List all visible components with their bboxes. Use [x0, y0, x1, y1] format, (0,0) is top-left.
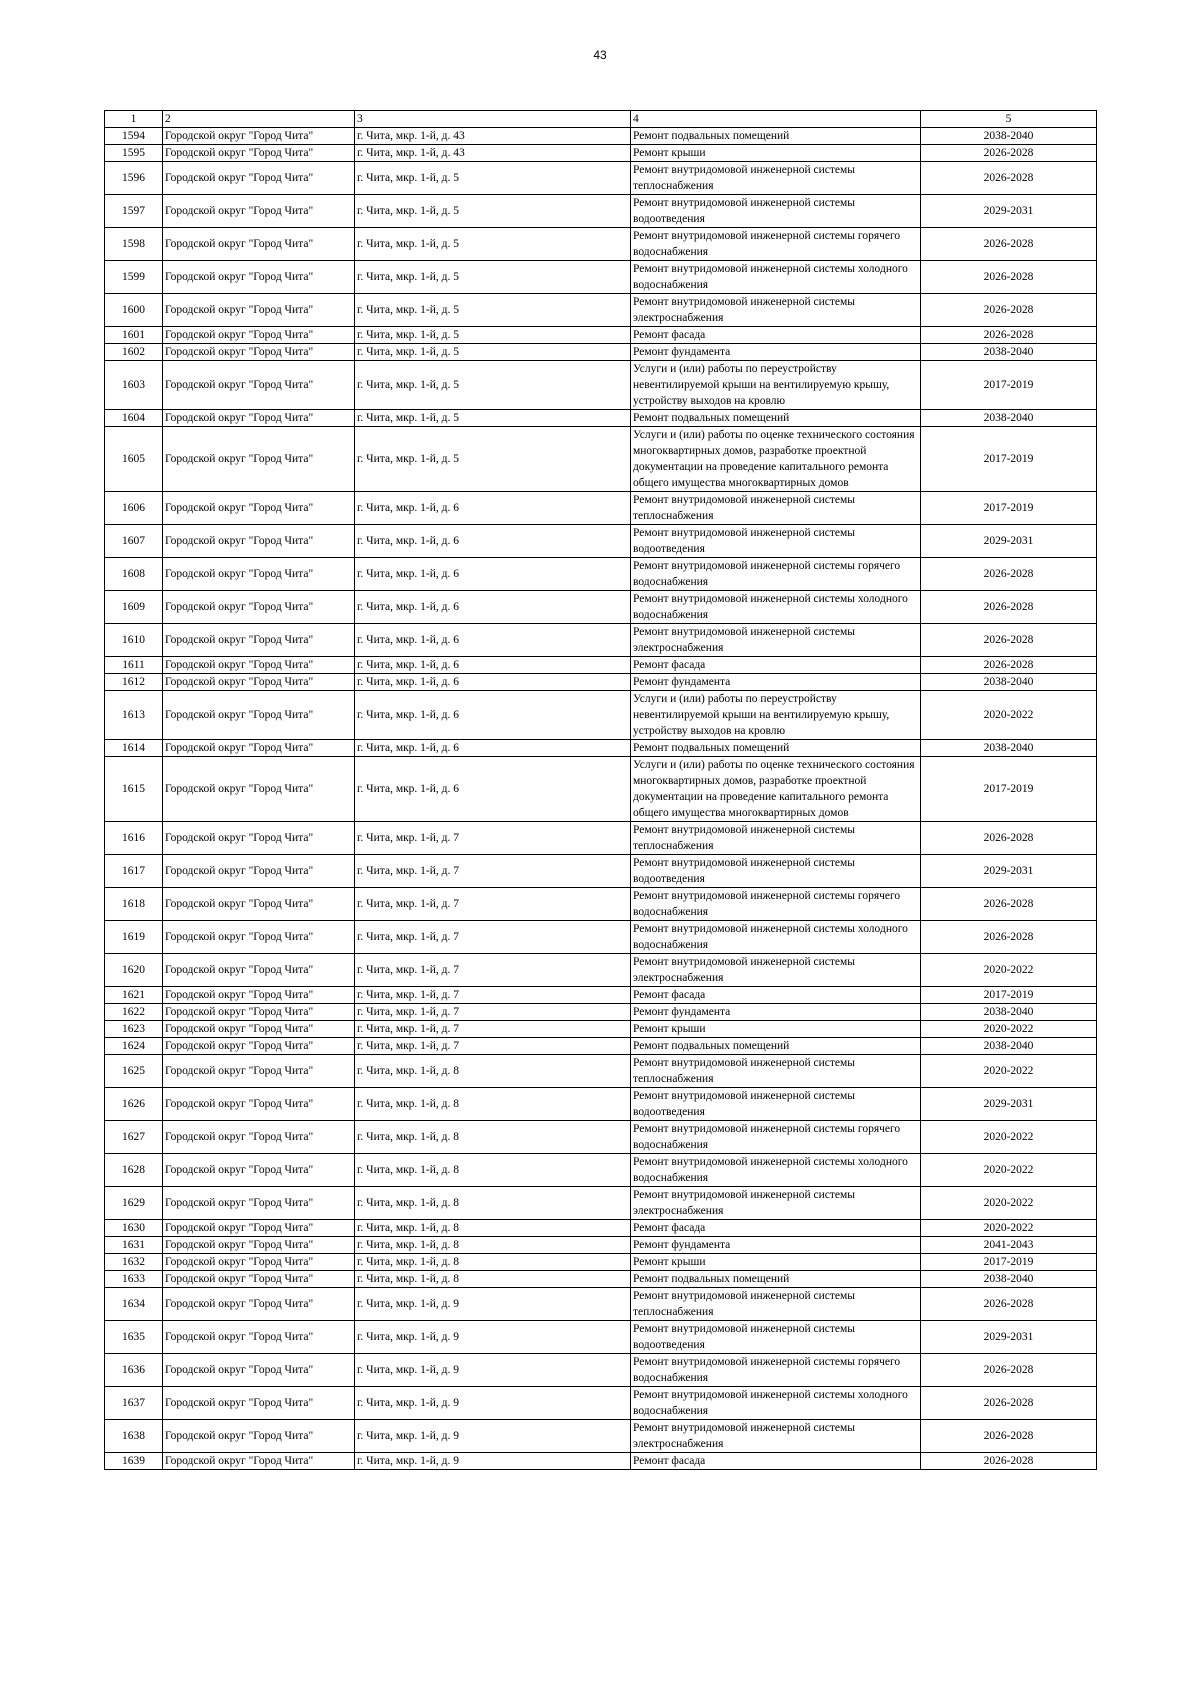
- period-cell: 2026-2028: [921, 1387, 1097, 1420]
- row-number: 1618: [105, 888, 163, 921]
- municipality-cell: Городской округ "Город Чита": [163, 1321, 355, 1354]
- work-type-cell: Услуги и (или) работы по переустройству невентилируемой крыши на вентилируемую крышу, устройству выходов на кровлю: [631, 691, 921, 740]
- table-row: [105, 1354, 1097, 1387]
- table-row: [105, 361, 1097, 410]
- row-number: 1610: [105, 624, 163, 657]
- table-row: [105, 525, 1097, 558]
- table-row: [105, 344, 1097, 361]
- work-type-cell: Ремонт крыши: [631, 1021, 921, 1038]
- row-number: 1629: [105, 1187, 163, 1220]
- row-number: 1608: [105, 558, 163, 591]
- table-row: [105, 1121, 1097, 1154]
- table-row: [105, 261, 1097, 294]
- period-cell: 2038-2040: [921, 128, 1097, 145]
- row-number: 1594: [105, 128, 163, 145]
- table-row: [105, 822, 1097, 855]
- work-type-cell: Ремонт внутридомовой инженерной системы горячего водоснабжения: [631, 228, 921, 261]
- row-number: 1601: [105, 327, 163, 344]
- address-cell: г. Чита, мкр. 1-й, д. 8: [355, 1271, 631, 1288]
- municipality-cell: Городской округ "Город Чита": [163, 1038, 355, 1055]
- column-header-2: 2: [163, 111, 355, 128]
- work-type-cell: Ремонт внутридомовой инженерной системы водоотведения: [631, 1321, 921, 1354]
- period-cell: 2026-2028: [921, 162, 1097, 195]
- row-number: 1613: [105, 691, 163, 740]
- address-cell: г. Чита, мкр. 1-й, д. 43: [355, 145, 631, 162]
- column-header-5: 5: [921, 111, 1097, 128]
- table-row: [105, 294, 1097, 327]
- address-cell: г. Чита, мкр. 1-й, д. 8: [355, 1187, 631, 1220]
- row-number: 1623: [105, 1021, 163, 1038]
- period-cell: 2038-2040: [921, 1271, 1097, 1288]
- address-cell: г. Чита, мкр. 1-й, д. 8: [355, 1220, 631, 1237]
- table-row: [105, 1187, 1097, 1220]
- period-cell: 2026-2028: [921, 327, 1097, 344]
- table-row: [105, 855, 1097, 888]
- municipality-cell: Городской округ "Город Чита": [163, 954, 355, 987]
- address-cell: г. Чита, мкр. 1-й, д. 7: [355, 954, 631, 987]
- period-cell: 2026-2028: [921, 1354, 1097, 1387]
- work-type-cell: Ремонт внутридомовой инженерной системы горячего водоснабжения: [631, 1354, 921, 1387]
- address-cell: г. Чита, мкр. 1-й, д. 8: [355, 1121, 631, 1154]
- address-cell: г. Чита, мкр. 1-й, д. 6: [355, 691, 631, 740]
- period-cell: 2017-2019: [921, 757, 1097, 822]
- municipality-cell: Городской округ "Город Чита": [163, 427, 355, 492]
- table-row: [105, 427, 1097, 492]
- period-cell: 2026-2028: [921, 558, 1097, 591]
- row-number: 1611: [105, 657, 163, 674]
- municipality-cell: Городской округ "Город Чита": [163, 1254, 355, 1271]
- address-cell: г. Чита, мкр. 1-й, д. 5: [355, 261, 631, 294]
- period-cell: 2026-2028: [921, 921, 1097, 954]
- work-type-cell: Ремонт внутридомовой инженерной системы электроснабжения: [631, 624, 921, 657]
- municipality-cell: Городской округ "Город Чита": [163, 1220, 355, 1237]
- municipality-cell: Городской округ "Город Чита": [163, 757, 355, 822]
- column-header-3: 3: [355, 111, 631, 128]
- period-cell: 2020-2022: [921, 1187, 1097, 1220]
- period-cell: 2017-2019: [921, 492, 1097, 525]
- address-cell: г. Чита, мкр. 1-й, д. 8: [355, 1154, 631, 1187]
- table-row: [105, 1055, 1097, 1088]
- column-header-1: 1: [105, 111, 163, 128]
- address-cell: г. Чита, мкр. 1-й, д. 5: [355, 410, 631, 427]
- row-number: 1619: [105, 921, 163, 954]
- work-type-cell: Ремонт крыши: [631, 1254, 921, 1271]
- period-cell: 2020-2022: [921, 1121, 1097, 1154]
- municipality-cell: Городской округ "Город Чита": [163, 657, 355, 674]
- period-cell: 2026-2028: [921, 228, 1097, 261]
- municipality-cell: Городской округ "Город Чита": [163, 1154, 355, 1187]
- table-row: [105, 1453, 1097, 1470]
- address-cell: г. Чита, мкр. 1-й, д. 5: [355, 294, 631, 327]
- repair-schedule-table: [104, 110, 1097, 1470]
- row-number: 1628: [105, 1154, 163, 1187]
- row-number: 1633: [105, 1271, 163, 1288]
- row-number: 1621: [105, 987, 163, 1004]
- municipality-cell: Городской округ "Город Чита": [163, 344, 355, 361]
- table-row: [105, 657, 1097, 674]
- work-type-cell: Ремонт внутридомовой инженерной системы теплоснабжения: [631, 1055, 921, 1088]
- work-type-cell: Ремонт внутридомовой инженерной системы холодного водоснабжения: [631, 591, 921, 624]
- municipality-cell: Городской округ "Город Чита": [163, 410, 355, 427]
- table-row: [105, 921, 1097, 954]
- table-row: [105, 740, 1097, 757]
- address-cell: г. Чита, мкр. 1-й, д. 5: [355, 361, 631, 410]
- address-cell: г. Чита, мкр. 1-й, д. 6: [355, 492, 631, 525]
- period-cell: 2026-2028: [921, 261, 1097, 294]
- table-row: [105, 228, 1097, 261]
- address-cell: г. Чита, мкр. 1-й, д. 7: [355, 1021, 631, 1038]
- period-cell: 2026-2028: [921, 1453, 1097, 1470]
- row-number: 1609: [105, 591, 163, 624]
- period-cell: 2026-2028: [921, 1288, 1097, 1321]
- address-cell: г. Чита, мкр. 1-й, д. 8: [355, 1254, 631, 1271]
- row-number: 1617: [105, 855, 163, 888]
- work-type-cell: Ремонт фундамента: [631, 1237, 921, 1254]
- address-cell: г. Чита, мкр. 1-й, д. 6: [355, 624, 631, 657]
- address-cell: г. Чита, мкр. 1-й, д. 6: [355, 591, 631, 624]
- municipality-cell: Городской округ "Город Чита": [163, 855, 355, 888]
- row-number: 1624: [105, 1038, 163, 1055]
- municipality-cell: Городской округ "Город Чита": [163, 361, 355, 410]
- column-header-4: 4: [631, 111, 921, 128]
- work-type-cell: Ремонт подвальных помещений: [631, 1271, 921, 1288]
- work-type-cell: Ремонт внутридомовой инженерной системы холодного водоснабжения: [631, 1154, 921, 1187]
- municipality-cell: Городской округ "Город Чита": [163, 1055, 355, 1088]
- municipality-cell: Городской округ "Город Чита": [163, 492, 355, 525]
- address-cell: г. Чита, мкр. 1-й, д. 5: [355, 427, 631, 492]
- address-cell: г. Чита, мкр. 1-й, д. 6: [355, 674, 631, 691]
- table-row: [105, 492, 1097, 525]
- municipality-cell: Городской округ "Город Чита": [163, 921, 355, 954]
- address-cell: г. Чита, мкр. 1-й, д. 6: [355, 757, 631, 822]
- header-row: [105, 111, 1097, 128]
- row-number: 1639: [105, 1453, 163, 1470]
- municipality-cell: Городской округ "Город Чита": [163, 822, 355, 855]
- row-number: 1602: [105, 344, 163, 361]
- address-cell: г. Чита, мкр. 1-й, д. 5: [355, 344, 631, 361]
- period-cell: 2020-2022: [921, 954, 1097, 987]
- period-cell: 2020-2022: [921, 1055, 1097, 1088]
- work-type-cell: Ремонт подвальных помещений: [631, 128, 921, 145]
- table-row: [105, 888, 1097, 921]
- work-type-cell: Ремонт внутридомовой инженерной системы теплоснабжения: [631, 822, 921, 855]
- work-type-cell: Ремонт внутридомовой инженерной системы холодного водоснабжения: [631, 921, 921, 954]
- municipality-cell: Городской округ "Город Чита": [163, 327, 355, 344]
- period-cell: 2026-2028: [921, 657, 1097, 674]
- row-number: 1616: [105, 822, 163, 855]
- period-cell: 2038-2040: [921, 1004, 1097, 1021]
- municipality-cell: Городской округ "Город Чита": [163, 162, 355, 195]
- work-type-cell: Ремонт внутридомовой инженерной системы горячего водоснабжения: [631, 558, 921, 591]
- work-type-cell: Ремонт крыши: [631, 145, 921, 162]
- table-row: [105, 1038, 1097, 1055]
- period-cell: 2038-2040: [921, 410, 1097, 427]
- period-cell: 2029-2031: [921, 1088, 1097, 1121]
- table-row: [105, 757, 1097, 822]
- address-cell: г. Чита, мкр. 1-й, д. 9: [355, 1321, 631, 1354]
- row-number: 1635: [105, 1321, 163, 1354]
- row-number: 1631: [105, 1237, 163, 1254]
- address-cell: г. Чита, мкр. 1-й, д. 9: [355, 1453, 631, 1470]
- row-number: 1607: [105, 525, 163, 558]
- table-row: [105, 1220, 1097, 1237]
- row-number: 1595: [105, 145, 163, 162]
- row-number: 1626: [105, 1088, 163, 1121]
- municipality-cell: Городской округ "Город Чита": [163, 1288, 355, 1321]
- row-number: 1636: [105, 1354, 163, 1387]
- municipality-cell: Городской округ "Город Чита": [163, 1387, 355, 1420]
- municipality-cell: Городской округ "Город Чита": [163, 228, 355, 261]
- work-type-cell: Ремонт внутридомовой инженерной системы водоотведения: [631, 1088, 921, 1121]
- address-cell: г. Чита, мкр. 1-й, д. 7: [355, 888, 631, 921]
- period-cell: 2020-2022: [921, 1220, 1097, 1237]
- address-cell: г. Чита, мкр. 1-й, д. 6: [355, 558, 631, 591]
- period-cell: 2017-2019: [921, 987, 1097, 1004]
- address-cell: г. Чита, мкр. 1-й, д. 8: [355, 1088, 631, 1121]
- table-row: [105, 1154, 1097, 1187]
- work-type-cell: Ремонт фундамента: [631, 674, 921, 691]
- work-type-cell: Ремонт подвальных помещений: [631, 1038, 921, 1055]
- table-row: [105, 327, 1097, 344]
- table-header: [105, 111, 1097, 128]
- period-cell: 2017-2019: [921, 1254, 1097, 1271]
- table-row: [105, 195, 1097, 228]
- row-number: 1622: [105, 1004, 163, 1021]
- municipality-cell: Городской округ "Город Чита": [163, 674, 355, 691]
- row-number: 1625: [105, 1055, 163, 1088]
- municipality-cell: Городской округ "Город Чита": [163, 145, 355, 162]
- row-number: 1606: [105, 492, 163, 525]
- period-cell: 2038-2040: [921, 740, 1097, 757]
- row-number: 1634: [105, 1288, 163, 1321]
- table-row: [105, 1004, 1097, 1021]
- work-type-cell: Ремонт внутридомовой инженерной системы теплоснабжения: [631, 492, 921, 525]
- address-cell: г. Чита, мкр. 1-й, д. 8: [355, 1055, 631, 1088]
- municipality-cell: Городской округ "Город Чита": [163, 1021, 355, 1038]
- period-cell: 2038-2040: [921, 674, 1097, 691]
- work-type-cell: Ремонт внутридомовой инженерной системы водоотведения: [631, 525, 921, 558]
- row-number: 1605: [105, 427, 163, 492]
- address-cell: г. Чита, мкр. 1-й, д. 7: [355, 987, 631, 1004]
- work-type-cell: Ремонт фасада: [631, 1453, 921, 1470]
- work-type-cell: Ремонт фасада: [631, 1220, 921, 1237]
- municipality-cell: Городской округ "Город Чита": [163, 740, 355, 757]
- municipality-cell: Городской округ "Город Чита": [163, 1354, 355, 1387]
- row-number: 1638: [105, 1420, 163, 1453]
- page-number: 43: [593, 48, 607, 62]
- address-cell: г. Чита, мкр. 1-й, д. 5: [355, 195, 631, 228]
- row-number: 1598: [105, 228, 163, 261]
- table-row: [105, 1420, 1097, 1453]
- period-cell: 2017-2019: [921, 361, 1097, 410]
- table-row: [105, 558, 1097, 591]
- municipality-cell: Городской округ "Город Чита": [163, 1237, 355, 1254]
- work-type-cell: Ремонт фасада: [631, 657, 921, 674]
- row-number: 1599: [105, 261, 163, 294]
- address-cell: г. Чита, мкр. 1-й, д. 6: [355, 740, 631, 757]
- table-row: [105, 1088, 1097, 1121]
- table-row: [105, 145, 1097, 162]
- address-cell: г. Чита, мкр. 1-й, д. 5: [355, 228, 631, 261]
- municipality-cell: Городской округ "Город Чита": [163, 1088, 355, 1121]
- address-cell: г. Чита, мкр. 1-й, д. 7: [355, 822, 631, 855]
- table-row: [105, 954, 1097, 987]
- table-row: [105, 591, 1097, 624]
- work-type-cell: Ремонт фасада: [631, 987, 921, 1004]
- period-cell: 2029-2031: [921, 195, 1097, 228]
- municipality-cell: Городской округ "Город Чита": [163, 987, 355, 1004]
- municipality-cell: Городской округ "Город Чита": [163, 261, 355, 294]
- municipality-cell: Городской округ "Город Чита": [163, 195, 355, 228]
- work-type-cell: Ремонт фундамента: [631, 1004, 921, 1021]
- table-row: [105, 1321, 1097, 1354]
- row-number: 1615: [105, 757, 163, 822]
- row-number: 1600: [105, 294, 163, 327]
- period-cell: 2020-2022: [921, 1154, 1097, 1187]
- municipality-cell: Городской округ "Город Чита": [163, 1420, 355, 1453]
- table-row: [105, 691, 1097, 740]
- period-cell: 2026-2028: [921, 888, 1097, 921]
- address-cell: г. Чита, мкр. 1-й, д. 43: [355, 128, 631, 145]
- row-number: 1632: [105, 1254, 163, 1271]
- table-row: [105, 162, 1097, 195]
- municipality-cell: Городской округ "Город Чита": [163, 294, 355, 327]
- work-type-cell: Ремонт внутридомовой инженерной системы электроснабжения: [631, 1420, 921, 1453]
- work-type-cell: Ремонт внутридомовой инженерной системы водоотведения: [631, 855, 921, 888]
- address-cell: г. Чита, мкр. 1-й, д. 8: [355, 1237, 631, 1254]
- work-type-cell: Ремонт внутридомовой инженерной системы холодного водоснабжения: [631, 261, 921, 294]
- work-type-cell: Ремонт внутридомовой инженерной системы горячего водоснабжения: [631, 1121, 921, 1154]
- address-cell: г. Чита, мкр. 1-й, д. 7: [355, 1038, 631, 1055]
- table-row: [105, 674, 1097, 691]
- work-type-cell: Ремонт внутридомовой инженерной системы холодного водоснабжения: [631, 1387, 921, 1420]
- period-cell: 2026-2028: [921, 294, 1097, 327]
- row-number: 1620: [105, 954, 163, 987]
- work-type-cell: Услуги и (или) работы по оценке технического состояния многоквартирных домов, разработке проектной документации на проведение капитального ремонта общего имущества многоквартирных домов: [631, 427, 921, 492]
- row-number: 1597: [105, 195, 163, 228]
- address-cell: г. Чита, мкр. 1-й, д. 9: [355, 1354, 631, 1387]
- period-cell: 2026-2028: [921, 145, 1097, 162]
- period-cell: 2026-2028: [921, 1420, 1097, 1453]
- address-cell: г. Чита, мкр. 1-й, д. 9: [355, 1288, 631, 1321]
- table-row: [105, 1387, 1097, 1420]
- work-type-cell: Ремонт подвальных помещений: [631, 410, 921, 427]
- row-number: 1637: [105, 1387, 163, 1420]
- municipality-cell: Городской округ "Город Чита": [163, 1121, 355, 1154]
- municipality-cell: Городской округ "Город Чита": [163, 1453, 355, 1470]
- work-type-cell: Ремонт внутридомовой инженерной системы электроснабжения: [631, 294, 921, 327]
- table-row: [105, 1021, 1097, 1038]
- work-type-cell: Ремонт внутридомовой инженерной системы электроснабжения: [631, 1187, 921, 1220]
- period-cell: 2026-2028: [921, 822, 1097, 855]
- municipality-cell: Городской округ "Город Чита": [163, 591, 355, 624]
- table-row: [105, 1254, 1097, 1271]
- work-type-cell: Услуги и (или) работы по оценке технического состояния многоквартирных домов, разработке проектной документации на проведение капитального ремонта общего имущества многоквартирных домов: [631, 757, 921, 822]
- table-row: [105, 1288, 1097, 1321]
- table-body: [105, 128, 1097, 1470]
- address-cell: г. Чита, мкр. 1-й, д. 9: [355, 1420, 631, 1453]
- work-type-cell: Ремонт внутридомовой инженерной системы теплоснабжения: [631, 162, 921, 195]
- municipality-cell: Городской округ "Город Чита": [163, 128, 355, 145]
- period-cell: 2026-2028: [921, 624, 1097, 657]
- table-row: [105, 1237, 1097, 1254]
- period-cell: 2017-2019: [921, 427, 1097, 492]
- address-cell: г. Чита, мкр. 1-й, д. 5: [355, 327, 631, 344]
- work-type-cell: Ремонт фасада: [631, 327, 921, 344]
- row-number: 1630: [105, 1220, 163, 1237]
- address-cell: г. Чита, мкр. 1-й, д. 5: [355, 162, 631, 195]
- work-type-cell: Ремонт внутридомовой инженерной системы водоотведения: [631, 195, 921, 228]
- period-cell: 2029-2031: [921, 1321, 1097, 1354]
- municipality-cell: Городской округ "Город Чита": [163, 1271, 355, 1288]
- address-cell: г. Чита, мкр. 1-й, д. 7: [355, 1004, 631, 1021]
- municipality-cell: Городской округ "Город Чита": [163, 691, 355, 740]
- period-cell: 2020-2022: [921, 1021, 1097, 1038]
- municipality-cell: Городской округ "Город Чита": [163, 1004, 355, 1021]
- period-cell: 2026-2028: [921, 591, 1097, 624]
- row-number: 1603: [105, 361, 163, 410]
- period-cell: 2041-2043: [921, 1237, 1097, 1254]
- work-type-cell: Ремонт внутридомовой инженерной системы электроснабжения: [631, 954, 921, 987]
- table-row: [105, 1271, 1097, 1288]
- work-type-cell: Ремонт фундамента: [631, 344, 921, 361]
- municipality-cell: Городской округ "Город Чита": [163, 624, 355, 657]
- municipality-cell: Городской округ "Город Чита": [163, 888, 355, 921]
- row-number: 1614: [105, 740, 163, 757]
- address-cell: г. Чита, мкр. 1-й, д. 7: [355, 855, 631, 888]
- table-row: [105, 987, 1097, 1004]
- work-type-cell: Ремонт внутридомовой инженерной системы теплоснабжения: [631, 1288, 921, 1321]
- address-cell: г. Чита, мкр. 1-й, д. 6: [355, 525, 631, 558]
- period-cell: 2029-2031: [921, 525, 1097, 558]
- period-cell: 2038-2040: [921, 344, 1097, 361]
- address-cell: г. Чита, мкр. 1-й, д. 6: [355, 657, 631, 674]
- row-number: 1627: [105, 1121, 163, 1154]
- period-cell: 2029-2031: [921, 855, 1097, 888]
- row-number: 1596: [105, 162, 163, 195]
- address-cell: г. Чита, мкр. 1-й, д. 9: [355, 1387, 631, 1420]
- row-number: 1612: [105, 674, 163, 691]
- period-cell: 2038-2040: [921, 1038, 1097, 1055]
- municipality-cell: Городской округ "Город Чита": [163, 1187, 355, 1220]
- table-row: [105, 128, 1097, 145]
- municipality-cell: Городской округ "Город Чита": [163, 525, 355, 558]
- work-type-cell: Услуги и (или) работы по переустройству невентилируемой крыши на вентилируемую крышу, устройству выходов на кровлю: [631, 361, 921, 410]
- table-row: [105, 624, 1097, 657]
- period-cell: 2020-2022: [921, 691, 1097, 740]
- address-cell: г. Чита, мкр. 1-й, д. 7: [355, 921, 631, 954]
- work-type-cell: Ремонт внутридомовой инженерной системы горячего водоснабжения: [631, 888, 921, 921]
- table-row: [105, 410, 1097, 427]
- row-number: 1604: [105, 410, 163, 427]
- work-type-cell: Ремонт подвальных помещений: [631, 740, 921, 757]
- municipality-cell: Городской округ "Город Чита": [163, 558, 355, 591]
